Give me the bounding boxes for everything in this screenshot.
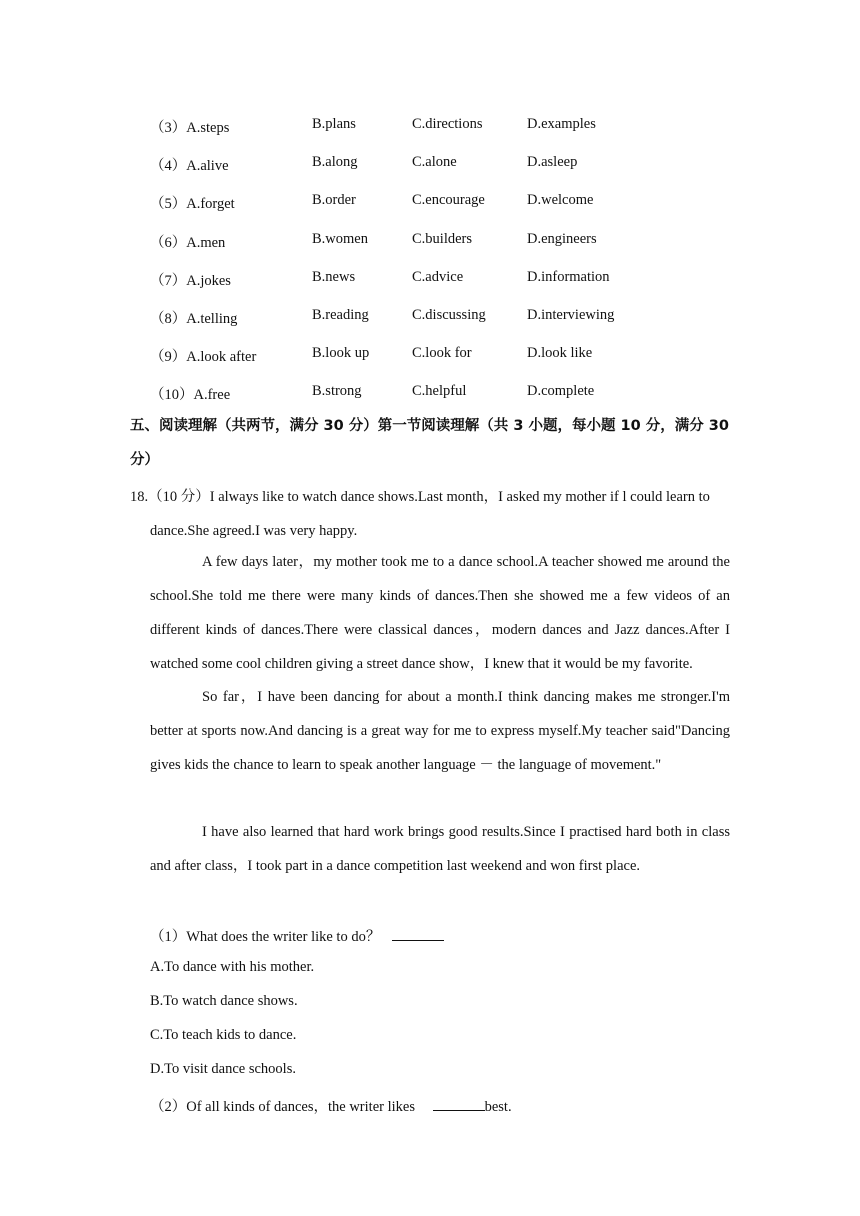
answer-blank[interactable] xyxy=(392,926,444,941)
sub-question-1 xyxy=(150,925,444,946)
option-b[interactable]: B.women xyxy=(312,230,368,247)
option-c[interactable]: C.alone xyxy=(412,154,457,171)
option-a[interactable]: （7）A.jokes xyxy=(150,272,231,289)
option-b[interactable]: B.look up xyxy=(312,345,370,362)
option-c[interactable]: C.encourage xyxy=(412,192,485,209)
passage-paragraph xyxy=(150,545,730,681)
sub-question-2-text-end: best. xyxy=(484,1099,512,1115)
option-a[interactable]: （3）A.steps xyxy=(150,120,230,136)
option-a[interactable]: （8）A.telling xyxy=(150,311,238,327)
option-c[interactable]: C.advice xyxy=(412,268,464,285)
option-a[interactable]: （4）A.alive xyxy=(150,158,229,175)
sub-question-1-text: （1）What does the writer like to do？ xyxy=(150,929,381,945)
sub-question-2-text: （2）Of all kinds of dances，the writer likes xyxy=(150,1099,415,1115)
option-b[interactable]: B.plans xyxy=(312,116,356,132)
option-b[interactable]: B.reading xyxy=(312,307,369,323)
choice-b[interactable]: B.To watch dance shows. xyxy=(150,993,298,1009)
answer-blank[interactable] xyxy=(433,1096,485,1111)
option-a[interactable]: （10）A.free xyxy=(150,387,231,404)
option-d[interactable]: D.complete xyxy=(527,383,595,400)
passage-paragraph-text: I have also learned that hard work brings good results.Since I practised hard both in class and after class，I took part in a dance competition last weekend and won first place. xyxy=(150,824,730,874)
option-b[interactable]: B.news xyxy=(312,268,356,285)
option-b[interactable]: B.strong xyxy=(312,383,362,400)
question-18-lead xyxy=(130,480,730,548)
option-b[interactable]: B.order xyxy=(312,192,356,209)
option-d[interactable]: D.information xyxy=(527,268,610,285)
question-18-lead-text: 18.（10 分）I always like to watch dance shows.Last month，I asked my mother if l could learn to xyxy=(130,489,710,505)
choice-c[interactable]: C.To teach kids to dance. xyxy=(150,1027,297,1043)
option-c[interactable]: C.directions xyxy=(412,116,483,132)
option-a[interactable]: （5）A.forget xyxy=(150,196,235,213)
option-d[interactable]: D.interviewing xyxy=(527,307,615,323)
option-b[interactable]: B.along xyxy=(312,154,358,171)
passage-paragraph-text: A few days later，my mother took me to a dance school.A teacher showed me around the school.She told me there were many kinds of dances.Then she showed me a few videos of an different kinds of dances.There were classical dances，modern dances and Jazz dances.After I watched some cool children giving a street dance show，I knew that it would be my favorite. xyxy=(150,554,730,672)
option-a[interactable]: （6）A.men xyxy=(150,234,226,251)
option-c[interactable]: C.builders xyxy=(412,230,473,247)
option-d[interactable]: D.look like xyxy=(527,345,593,362)
option-c[interactable]: C.look for xyxy=(412,345,472,362)
choice-a[interactable]: A.To dance with his mother. xyxy=(150,959,315,975)
sub-question-2 xyxy=(150,1095,512,1116)
passage-paragraph xyxy=(150,815,730,883)
section-heading: 五、阅读理解（共两节，满分 30 分）第一节阅读理解（共 3 小题，每小题 10 分，满分 30 分） xyxy=(130,418,729,468)
option-c[interactable]: C.discussing xyxy=(412,307,486,323)
choice-d[interactable]: D.To visit dance schools. xyxy=(150,1061,296,1077)
option-c[interactable]: C.helpful xyxy=(412,383,467,400)
passage-paragraph-text: So far，I have been dancing for about a month.I think dancing makes me stronger.I'm better at sports now.And dancing is a great way for me to express myself.My teacher said"Dancing gives kids the chance to learn to speak another language － the language of movement." xyxy=(150,689,730,773)
question-18-lead-continued: dance.She agreed.I was very happy. xyxy=(150,523,358,539)
option-d[interactable]: D.examples xyxy=(527,116,596,132)
passage-paragraph xyxy=(150,680,730,782)
option-d[interactable]: D.asleep xyxy=(527,154,578,171)
option-d[interactable]: D.engineers xyxy=(527,230,597,247)
option-a[interactable]: （9）A.look after xyxy=(150,349,257,366)
option-d[interactable]: D.welcome xyxy=(527,192,594,209)
